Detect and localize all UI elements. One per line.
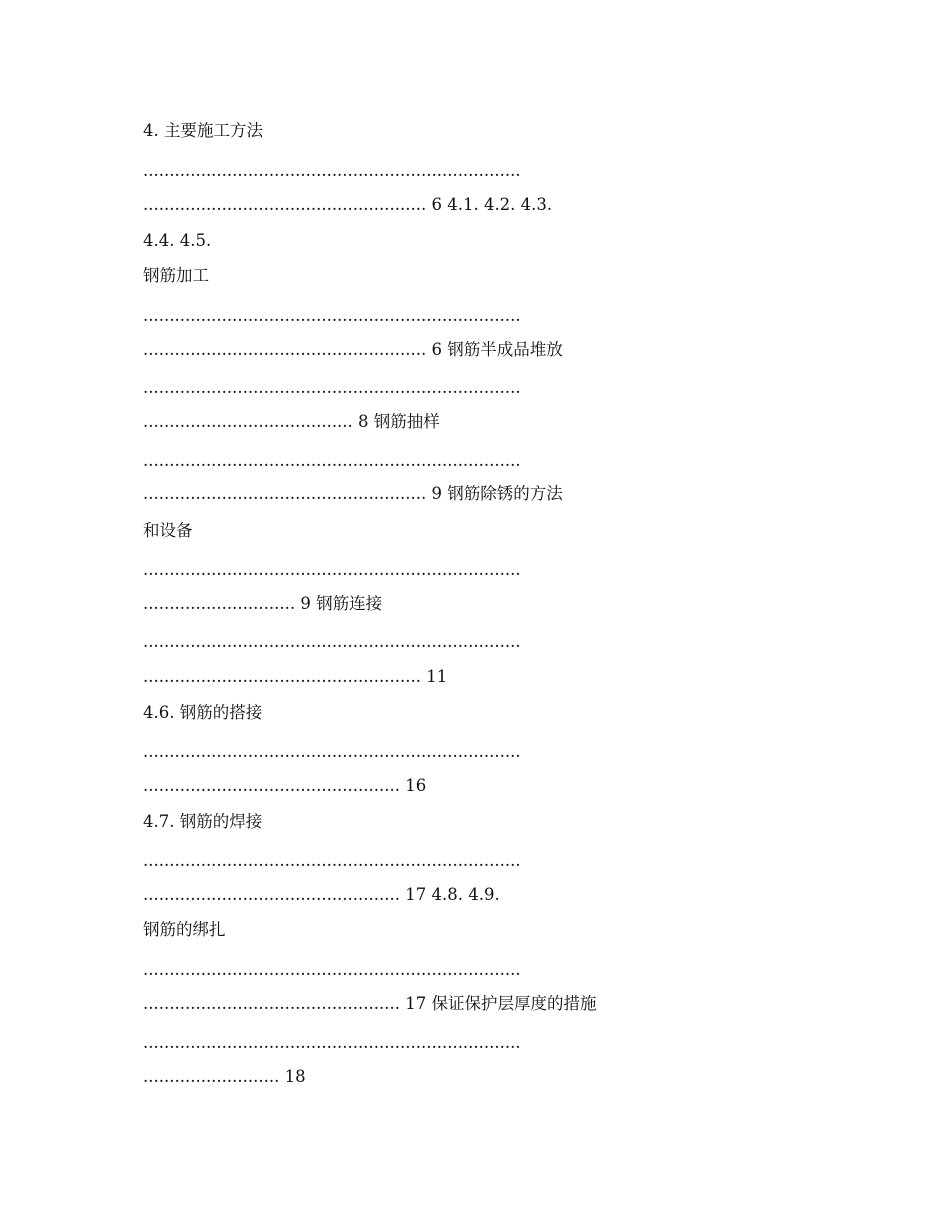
toc-line: ........................................................................ [143, 632, 521, 651]
toc-line: ..................................................... 11 [143, 667, 448, 686]
toc-line: ........................................................................ [143, 306, 521, 325]
toc-line: 和设备 [143, 521, 193, 540]
toc-line: ................................................. 17 4.8. 4.9. [143, 885, 500, 904]
toc-line: ........................................................................ [143, 560, 521, 579]
toc-line: 钢筋的绑扎 [143, 920, 226, 939]
toc-line: ........................................................................ [143, 378, 521, 397]
toc-line: ...................................................... 9 钢筋除锈的方法 [143, 484, 563, 503]
toc-line: 4.6. 钢筋的搭接 [143, 703, 263, 722]
toc-line: .......................... 18 [143, 1067, 306, 1086]
toc-line: ........................................ 8 钢筋抽样 [143, 412, 440, 431]
toc-line: ........................................................................ [143, 851, 521, 870]
toc-line: ................................................. 17 保证保护层厚度的措施 [143, 994, 597, 1013]
toc-line: 4.7. 钢筋的焊接 [143, 812, 263, 831]
toc-line: ............................. 9 钢筋连接 [143, 594, 383, 613]
toc-line: ........................................................................ [143, 960, 521, 979]
toc-line: ........................................................................ [143, 161, 521, 180]
toc-line: ........................................................................ [143, 742, 521, 761]
toc-line: 4.4. 4.5. [143, 231, 212, 250]
toc-line: 钢筋加工 [143, 266, 209, 285]
toc-line: ...................................................... 6 4.1. 4.2. 4.3. [143, 195, 553, 214]
toc-line: ................................................. 16 [143, 776, 427, 795]
toc-line: ........................................................................ [143, 451, 521, 470]
toc-line: ...................................................... 6 钢筋半成品堆放 [143, 340, 563, 359]
toc-line: ........................................................................ [143, 1033, 521, 1052]
toc-line: 4. 主要施工方法 [143, 121, 263, 140]
